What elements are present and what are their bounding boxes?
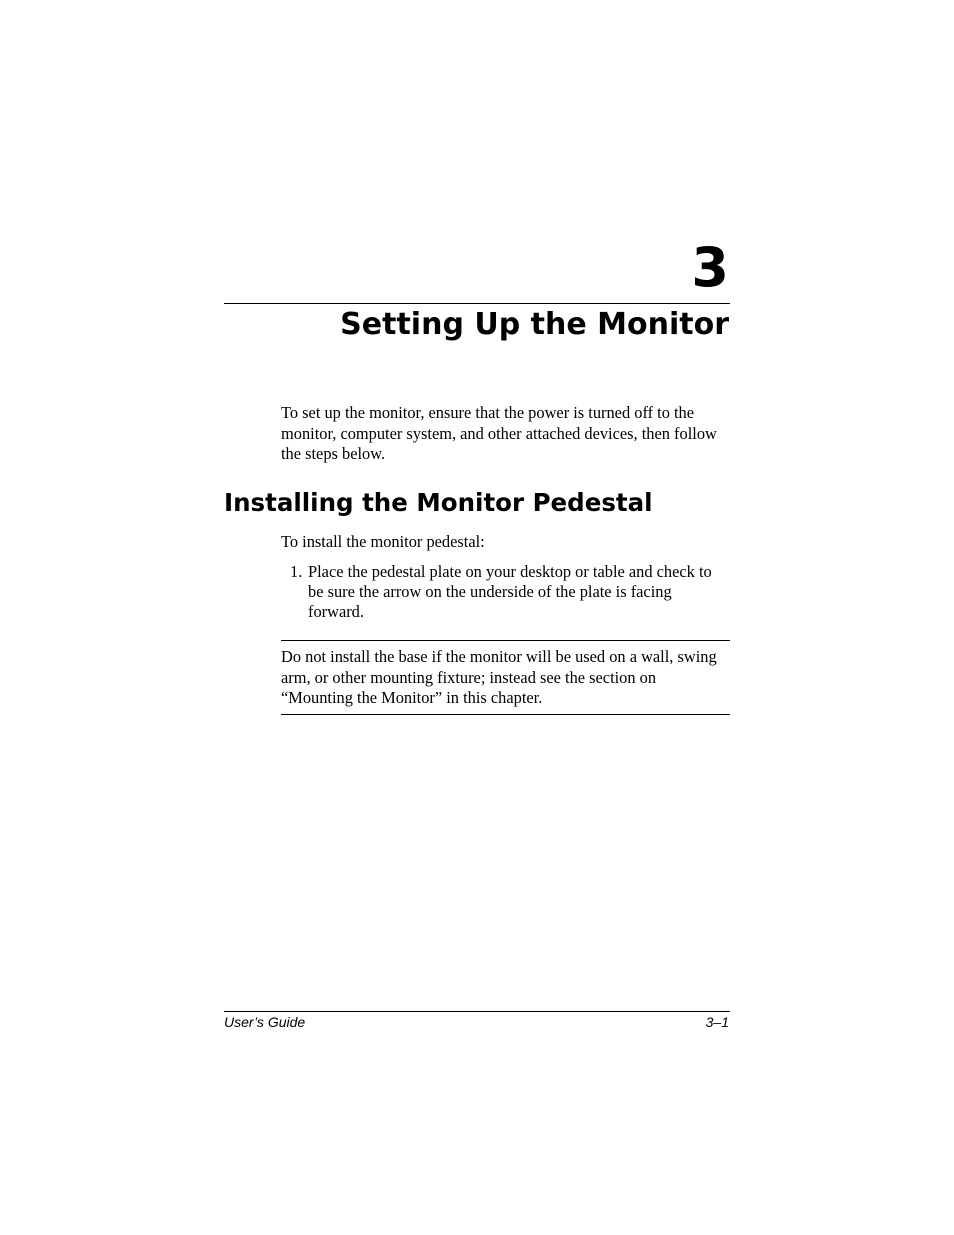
- step-number: 1.: [290, 562, 303, 581]
- chapter-title: Setting Up the Monitor: [340, 307, 729, 342]
- footer-rule: [224, 1011, 730, 1012]
- note-text: Do not install the base if the monitor will be used on a wall, swing arm, or other mounting fixture; instead see the section on “Mounting the Monitor” in this chapter.: [281, 647, 717, 707]
- step-intro: To install the monitor pedestal:: [281, 532, 485, 551]
- section-heading: Installing the Monitor Pedestal: [224, 488, 653, 517]
- chapter-number: 3: [691, 236, 729, 299]
- list-item: [281, 562, 731, 622]
- intro-paragraph: To set up the monitor, ensure that the power is turned off to the monitor, computer system, and other attached devices, then follow the steps below.: [281, 403, 717, 463]
- step-list: [281, 562, 731, 622]
- footer-guide-title: User’s Guide: [224, 1014, 306, 1030]
- step-text: Place the pedestal plate on your desktop or table and check to be sure the arrow on the underside of the plate is facing forward.: [308, 562, 712, 621]
- note-box: [281, 640, 730, 715]
- footer-page-number: 3–1: [705, 1014, 729, 1030]
